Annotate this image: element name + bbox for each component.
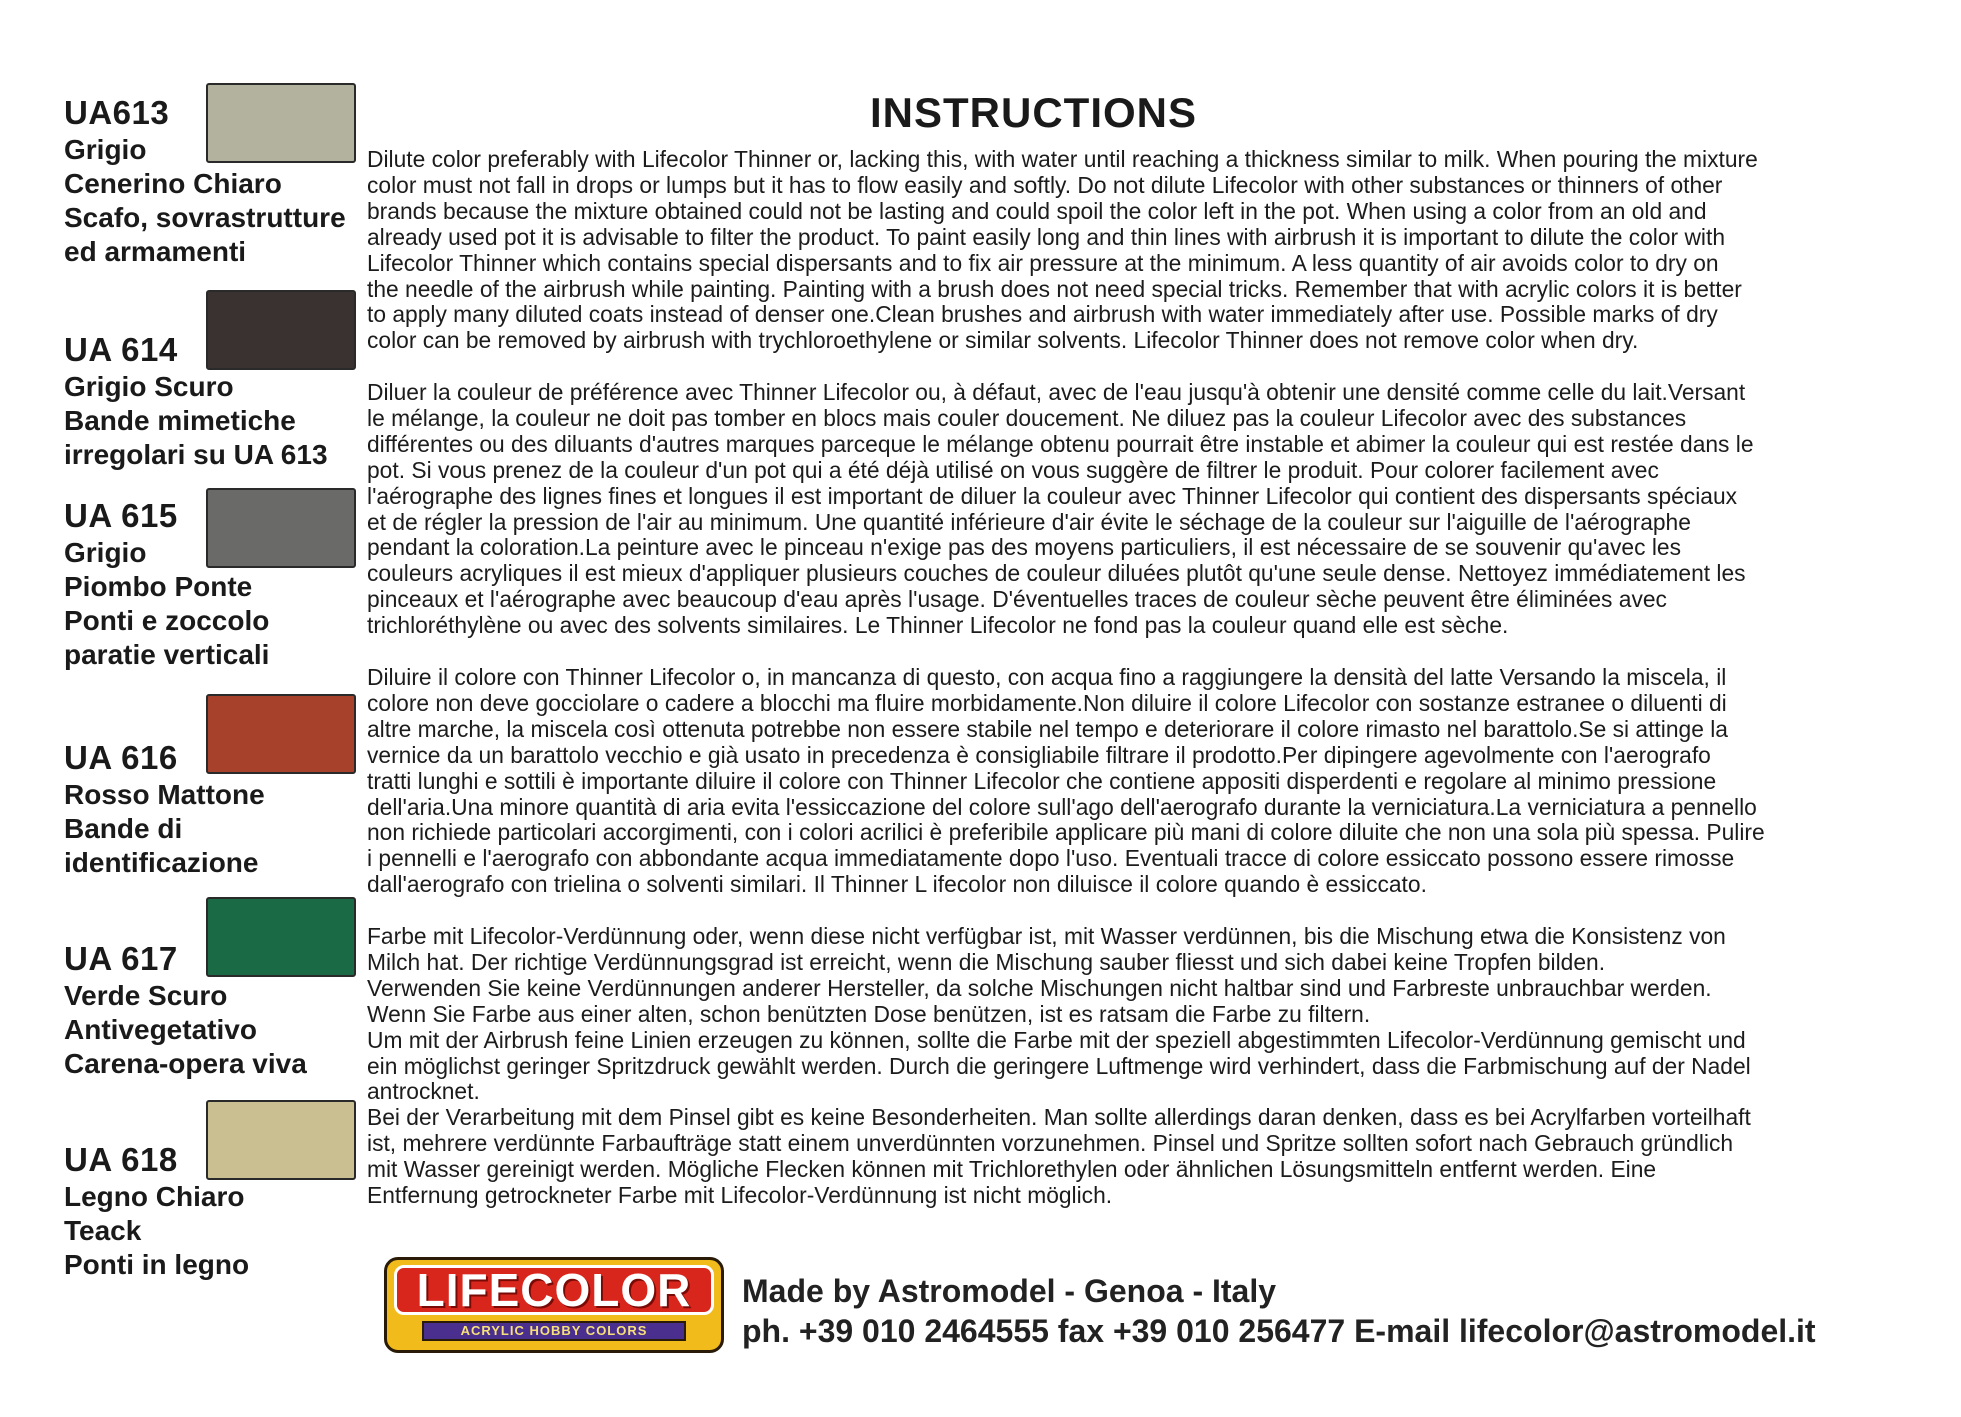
color-entry-ua615 [64, 496, 364, 672]
color-desc-line: Ponti in legno [64, 1249, 250, 1280]
instructions-italian: Diluire il colore con Thinner Lifecolor o, in mancanza di questo, con acqua fino a raggiungere la densità del latte Versando la miscela, il colore non deve gocciolare o cadere a blocchi ma fluire morbidamente.Non diluire il colore Lifecolor con sostanze estranee o diluenti di altre marche, la miscela così ottenuta potrebbe non essere stabile nel tempo e deteriorare il colore rimasto nel barattolo.Se si attinge la vernice da un barattolo vecchio e già usato in precedenza è consigliabile filtrare il prodotto.Per dipingere agevolmente con l'aerografo tratti lunghi e sottili è importante diluire il colore con Thinner Lifecolor che contiene appositi disperdenti e regolare al minimo pressione dell'aria.Una minore quantità di aria evita l'essiccazione del colore sull'ago dell'aerografo durante la verniciatura.La verniciatura a pennello non richiede particolari accorgimenti, con i colori acrilici è preferibile applicare più mani di colore diluite che non una sola più spessa. Pulire i pennelli e l'aerografo con abbondante acqua immediatamente dopo l'uso. Eventuali tracce di colore essiccato possono essere rimosse dall'aerografo con trielina o solventi similari. Il Thinner L ifecolor non diluisce il colore quando è essiccato. [367, 664, 1765, 898]
page-title: INSTRUCTIONS [870, 89, 1197, 136]
color-desc-line: Cenerino Chiaro [64, 168, 282, 199]
color-desc-line: Antivegetativo [64, 1014, 257, 1045]
color-entry-ua616 [64, 738, 364, 880]
color-desc-line: Teack [64, 1215, 142, 1246]
color-entry-ua617 [64, 939, 364, 1081]
color-desc-line: Bande mimetiche [64, 405, 296, 436]
color-code: UA 618 [64, 1141, 178, 1178]
logo-badge [394, 1265, 714, 1315]
instructions-french: Diluer la couleur de préférence avec Thinner Lifecolor ou, à défaut, avec de l'eau jusqu'à obtenir une densité comme celle du lait.Versant le mélange, la couleur ne doit pas tomber en blocs mais couler doucement. Ne diluez pas la couleur Lifecolor avec des substances différentes ou des diluants d'autres marques parceque le mélange obtenu pourrait être instable et abimer la couleur qui est restée dans le pot. Si vous prenez de la couleur d'un pot qui a été déjà utilisé on vous suggère de filtrer le produit. Pour colorer facilement avec l'aérographe des lignes fines et longues il est important de diluer la couleur avec Thinner Lifecolor qui contient des dispersants spéciaux et de régler la pression de l'air au minimum. Une quantité inférieure d'air évite le séchage de la couleur sur l'aiguille de l'aérographe pendant la coloration.La peinture avec le pinceau n'exige pas des moyens particuliers, il est nécessaire de se souvenir qu'avec les couleurs acryliques il est mieux d'appliquer plusieurs couches de couleur diluées plutôt qu'une seule dense. Nettoyez immédiatement les pinceaux et l'aérographe avec beaucoup d'eau après l'usage. D'éventuelles traces de couleur sèche peuvent être éliminées avec trichloréthylène ou avec des solvents similaires. Le Thinner Lifecolor ne fond pas la couleur quand elle est sèche. [367, 379, 1754, 639]
color-code: UA 614 [64, 331, 178, 368]
color-desc-line: Ponti e zoccolo [64, 605, 270, 636]
color-desc-line: Carena-opera viva [64, 1048, 307, 1079]
color-code: UA613 [64, 94, 170, 131]
color-desc-line: Grigio [64, 537, 147, 568]
lifecolor-logo [384, 1257, 724, 1353]
color-entry-ua614 [64, 330, 364, 472]
color-desc-line: Legno Chiaro [64, 1181, 245, 1212]
color-entry-ua613 [64, 93, 364, 269]
color-desc-line: Piombo Ponte [64, 571, 253, 602]
logo-name: LIFECOLOR [416, 1264, 692, 1316]
color-desc-line: Scafo, sovrastrutture [64, 202, 346, 233]
color-desc-line: paratie verticali [64, 639, 270, 670]
color-code: UA 617 [64, 940, 178, 977]
color-desc-line: Bande di [64, 813, 183, 844]
maker-line: Made by Astromodel - Genoa - Italy [742, 1273, 1277, 1309]
logo-tagline-bar [422, 1321, 686, 1341]
color-code: UA 615 [64, 497, 178, 534]
color-desc-line: Grigio Scuro [64, 371, 234, 402]
instructions-english: Dilute color preferably with Lifecolor Thinner or, lacking this, with water until reaching a thickness similar to milk. When pouring the mixture color must not fall in drops or lumps but it has to flow easily and softly. Do not dilute Lifecolor with other substances or thinners of other brands because the mixture obtained could not be lasting and could spoil the color left in the pot. When using a color from an old and already used pot it is advisable to filter the product. To paint easily long and thin lines with airbrush it is important to dilute the color with Lifecolor Thinner which contains special dispersants and to fix air pressure at the minimum. A less quantity of air avoids color to dry on the needle of the airbrush while painting. Painting with a brush does not need special tricks. Remember that with acrylic colors it is better to apply many diluted coats instead of denser one.Clean brushes and airbrush with water immediately after use. Possible marks of dry color can be removed by airbrush with trychloroethylene or similar solvents. Lifecolor Thinner does not remove color when dry. [367, 146, 1758, 354]
color-desc-line: identificazione [64, 847, 259, 878]
contact-line: ph. +39 010 2464555 fax +39 010 256477 E-mail lifecolor@astromodel.it [742, 1313, 1816, 1349]
color-code: UA 616 [64, 739, 178, 776]
color-desc-line: Verde Scuro [64, 980, 228, 1011]
color-desc-line: irregolari su UA 613 [64, 439, 328, 470]
logo-tagline: ACRYLIC HOBBY COLORS [460, 1323, 648, 1338]
color-desc-line: Grigio [64, 134, 147, 165]
color-entry-ua618 [64, 1140, 364, 1282]
color-desc-line: ed armamenti [64, 236, 247, 267]
color-desc-line: Rosso Mattone [64, 779, 265, 810]
instructions-german: Farbe mit Lifecolor-Verdünnung oder, wenn diese nicht verfügbar ist, mit Wasser verdünnen, bis die Mischung etwa die Konsistenz von Milch hat. Der richtige Verdünnungsgrad ist erreicht, wenn die Mischung sauber fliesst und sich dabei keine Tropfen bilden. Verwenden Sie keine Verdünnungen anderer Hersteller, da solche Mischungen nicht haltbar sind und Farbreste unbrauchbar werden. Wenn Sie Farbe aus einer alten, schon benützten Dose benützen, ist es ratsam die Farbe zu filtern. Um mit der Airbrush feine Linien erzeugen zu können, sollte die Farbe mit der speziell abgestimmten Lifecolor-Verdünnung gemischt und ein möglichst geringer Spritzdruck gewählt werden. Durch die geringere Luftmenge wird verhindert, dass die Farbmischung auf der Nadel antrocknet. Bei der Verarbeitung mit dem Pinsel gibt es keine Besonderheiten. Man sollte allerdings daran denken, dass es bei Acrylfarben vorteilhaft ist, mehrere verdünnte Farbaufträge statt einem unverdünnten vorzunehmen. Pinsel und Spritze sollten sofort nach Gebrauch gründlich mit Wasser gereinigt werden. Mögliche Flecken können mit Trichlorethylen oder ähnlichen Lösungsmitteln entfernt werden. Eine Entfernung getrockneter Farbe mit Lifecolor-Verdünnung ist nicht möglich. [367, 923, 1751, 1209]
